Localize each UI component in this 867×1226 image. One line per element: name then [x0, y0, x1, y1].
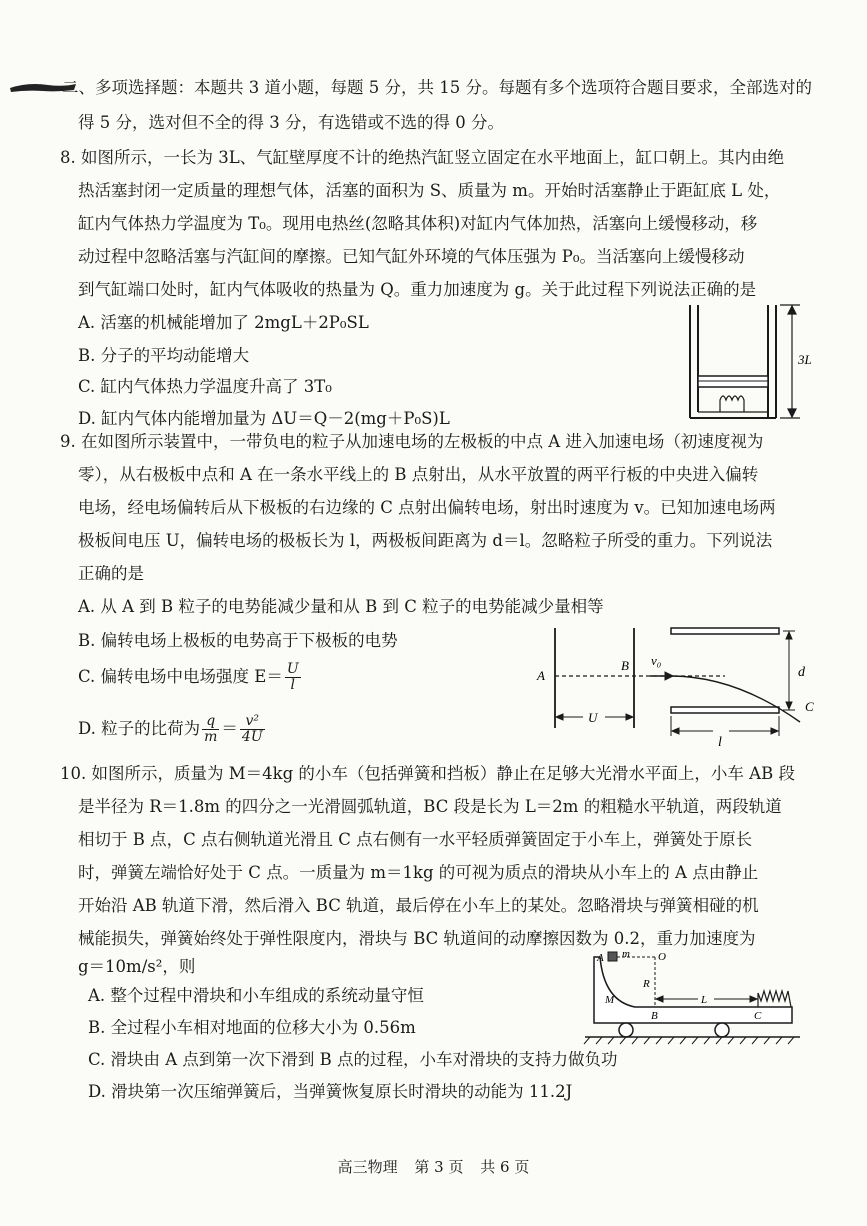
q9-option-b: B. 偏转电场上极板的电势高于下极板的电势 [78, 631, 398, 650]
q8-option-b: B. 分子的平均动能增大 [78, 346, 250, 365]
q9-stem-line2: 零），从右极板中点和 A 在一条水平线上的 B 点射出，从水平放置的两平行板的中央进入偏转 [78, 465, 759, 484]
label-B: B [651, 1010, 658, 1022]
spring [758, 991, 791, 1007]
q8-cylinder-figure [680, 300, 830, 425]
q8-stem-line1: 8. 如图所示，一长为 3L、气缸壁厚度不计的绝热汽缸竖立固定在水平地面上，缸口朝上。其内由绝 [60, 148, 785, 167]
q9-option-d-v2-over-4U: $\frac{\text{v²}}{4U}$ [241, 713, 263, 745]
label-C: C [754, 1010, 762, 1022]
label-m: m [622, 948, 630, 960]
q10-option-a: A. 整个过程中滑块和小车组成的系统动量守恒 [88, 986, 424, 1005]
q10-stem-line7: g＝10m/s²，则 [78, 957, 196, 976]
q9-option-c-text: C. 偏转电场中电场强度 E＝ [78, 667, 283, 686]
q10-stem-line1: 10. 如图所示，质量为 M＝4kg 的小车（包括弹簧和挡板）静止在足够大光滑水平面上，小车 AB 段 [60, 764, 795, 783]
q10-stem-line2: 是半径为 R＝1.8m 的四分之一光滑圆弧轨道，BC 段是长为 L＝2m 的粗糙水平轨道，两段轨道 [78, 797, 782, 816]
cart-wheel-right [715, 1023, 729, 1037]
upper-deflect-plate [671, 628, 779, 634]
v0-arrow [650, 672, 673, 680]
q10-stem-line3: 相切于 B 点，C 点右侧轨道光滑且 C 点右侧有一水平轻质弹簧固定于小车上，弹簧处于原长 [78, 830, 753, 849]
footer-subject: 高三物理 [337, 1158, 398, 1176]
label-3L: 3L [798, 352, 812, 367]
q8-stem-line3: 缸内气体热力学温度为 T₀。现用电热丝(忽略其体积)对缸内气体加热，活塞向上缓慢移动，移 [78, 214, 758, 233]
q8-option-d: D. 缸内气体内能增加量为 ΔU＝Q－2(mg＋P₀S)L [78, 409, 450, 428]
q8-option-a: A. 活塞的机械能增加了 2mgL＋2P₀SL [78, 313, 369, 332]
q8-stem-line4: 动过程中忽略活塞与汽缸间的摩擦。已知气缸外环境的气体压强为 P₀。当活塞向上缓慢移动 [78, 247, 745, 266]
q8-stem-line5: 到气缸端口处时，缸内气体吸收的热量为 Q。重力加速度为 g。关于此过程下列说法正确的是 [78, 280, 757, 299]
q9-stem-line1: 9. 在如图所示装置中，一带负电的粒子从加速电场的左极板的中点 A 进入加速电场（初速度视为 [60, 432, 764, 451]
q9-stem-line5: 正确的是 [78, 564, 144, 583]
ground-hatch [584, 1037, 794, 1044]
label-C: C [805, 699, 814, 714]
label-A: A [537, 668, 545, 683]
d-dimension [783, 631, 795, 710]
q9-option-d-text: D. 粒子的比荷为 [78, 719, 201, 738]
label-l: l [718, 735, 722, 750]
q10-stem-line4: 时，弹簧左端恰好处于 C 点。一质量为 m＝1kg 的可视为质点的滑块从小车上的 A 点由静止 [78, 863, 759, 882]
q9-option-c [78, 660, 303, 694]
slider-block [608, 952, 617, 961]
label-U: U [588, 710, 598, 725]
q10-option-c: C. 滑块由 A 点到第一次下滑到 B 点的过程，小车对滑块的支持力做负功 [88, 1050, 618, 1069]
label-L: L [701, 994, 708, 1006]
label-A: A [597, 952, 604, 964]
q10-option-b: B. 全过程小车相对地面的位移大小为 0.56m [88, 1018, 416, 1037]
label-v0: v₀ [651, 653, 662, 668]
footer-total: 共 6 页 [480, 1158, 530, 1176]
page-footer [0, 1156, 867, 1177]
q8-option-c: C. 缸内气体热力学温度升高了 3T₀ [78, 377, 332, 396]
q10-stem-line5: 开始沿 AB 轨道下滑，然后滑入 BC 轨道，最后停在小车上的某处。忽略滑块与弹簧相碰的机 [78, 896, 759, 915]
section-instruction-line1: 二、多项选择题：本题共 3 道小题，每题 5 分，共 15 分。每题有多个选项符合题目要求，全部选对的 [62, 78, 812, 97]
q8-stem-line2: 热活塞封闭一定质量的理想气体，活塞的面积为 S、质量为 m。开始时活塞静止于距缸底 L 处， [78, 181, 781, 200]
q10-stem-line6: 械能损失，弹簧始终处于弹性限度内，滑块与 BC 轨道间的动摩擦因数为 0.2，重力加速度为 [78, 929, 756, 948]
particle-trajectory [671, 676, 800, 722]
footer-page: 第 3 页 [414, 1158, 464, 1176]
q10-cart-figure [580, 945, 805, 1045]
label-M: M [605, 994, 615, 1006]
cart-body [594, 957, 792, 1023]
q9-stem-line4: 极板间电压 U，偏转电场的极板长为 l，两极板间距离为 d＝l。忽略粒子所受的重力。下列说法 [78, 531, 773, 550]
cart-wheel-left [619, 1023, 633, 1037]
cylinder-walls [690, 305, 776, 418]
q9-option-d-q-over-m: $\frac{q}{m}$ [204, 713, 218, 745]
lower-deflect-plate [671, 707, 779, 713]
q9-field-figure [525, 620, 825, 755]
q9-option-c-fraction: $\frac{U}{l}$ [286, 661, 299, 693]
q9-stem-line3: 电场，经电场偏转后从下极板的右边缘的 C 点射出偏转电场，射出时速度为 v。已知加速电场两 [78, 498, 776, 517]
q10-option-d: D. 滑块第一次压缩弹簧后，当弹簧恢复原长时滑块的动能为 11.2J [88, 1082, 573, 1101]
section-instruction-line2: 得 5 分，选对但不全的得 3 分，有选错或不选的得 0 分。 [78, 113, 504, 132]
label-B: B [621, 658, 629, 673]
heating-wire [720, 396, 744, 412]
label-O: O [658, 951, 666, 963]
l-dimension [671, 716, 779, 736]
label-R: R [643, 978, 650, 990]
q9-option-d: D. 粒子的比荷为 $\frac{q}{m}$ ＝ $\frac{\text{v²}}{4U}$ [78, 713, 263, 745]
height-3L-dimension [780, 305, 800, 418]
q9-option-a: A. 从 A 到 B 粒子的电势能减少量和从 B 到 C 粒子的电势能减少量相等 [78, 597, 604, 616]
label-d: d [798, 665, 805, 680]
